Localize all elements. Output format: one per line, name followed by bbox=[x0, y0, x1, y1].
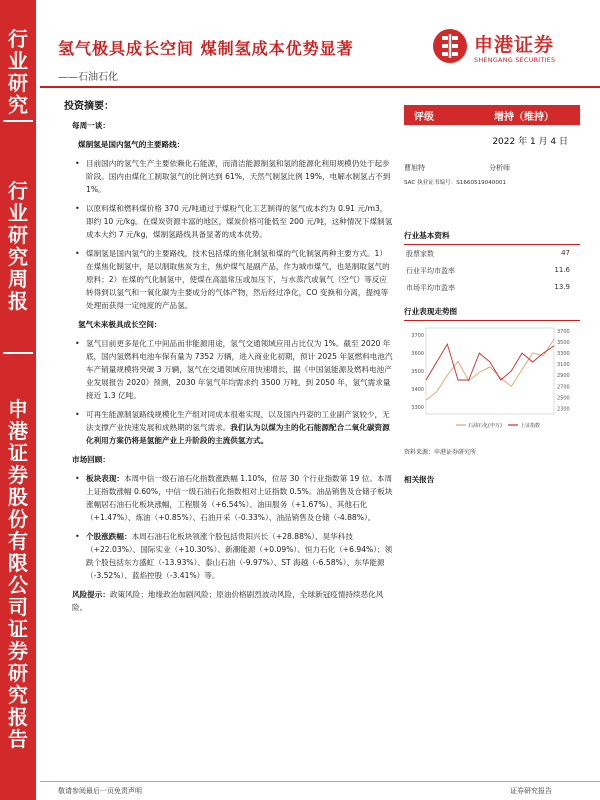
y-right-tick-label: 3500 bbox=[557, 339, 570, 346]
sidebar-char: 周 bbox=[8, 267, 28, 291]
sidebar-char: 究 bbox=[8, 245, 28, 269]
sidebar-char: 研 bbox=[8, 661, 28, 685]
list-item: • 煤制氢是国内氢气的主要路线，技术包括煤的焦化制氢和煤的气化制氢两种主要方式。1）在煤焦化制氢中，是以制取焦炭为主，焦炉煤气是副产品，作为城市煤气，也是制取氢气的原料；2）在煤的气化制氢中，使煤在高温常压或加压下，与水蒸汽或氧气（空气）等反应转得到以氢气和一氧化碳为主要成分的气体产物，然后经过净化，CO 变换和分离，提纯等处理而获得一定纯度的产品氢。 bbox=[58, 247, 394, 312]
header-divider bbox=[40, 86, 600, 88]
sidebar-char: 业 bbox=[8, 201, 28, 225]
sidebar-char: 公 bbox=[8, 573, 28, 597]
sidebar-char: 证 bbox=[8, 617, 28, 641]
section-title: 投资摘要： bbox=[64, 101, 114, 112]
info-table bbox=[404, 246, 570, 297]
list-item bbox=[58, 408, 394, 447]
sidebar-char: 报 bbox=[8, 705, 28, 729]
legend-label-0: 石油石化(申万) bbox=[468, 423, 502, 429]
bullet-text: 可再生能源制氢路线规模化生产组对同成本很难实现，以及国内丹姿的工业副产氢较少，无法支撑产业快速发展和成熟期的氢气需求。 bbox=[86, 410, 390, 432]
info-key: 行业平均市盈率 bbox=[406, 267, 455, 275]
y-right-tick-label: 2500 bbox=[557, 395, 570, 402]
sidebar-char: 券 bbox=[8, 639, 28, 663]
board-label: 板块表现： bbox=[86, 474, 124, 483]
chart-source: 资料来源：申港证券研究所 bbox=[404, 449, 477, 456]
table-row bbox=[404, 246, 570, 263]
risk-label: 风险提示： bbox=[72, 590, 110, 599]
logo-text-en: SHENGANG SECURITIES bbox=[474, 56, 556, 64]
y-right-tick-label: 2300 bbox=[557, 406, 570, 413]
industry-trend-chart bbox=[404, 322, 580, 432]
sidebar-char: 研 bbox=[8, 223, 28, 247]
logo-text-cn: 申港证券 bbox=[474, 34, 555, 56]
sidebar-char: 证 bbox=[8, 441, 28, 465]
sidebar-char: 业 bbox=[8, 49, 28, 73]
report-title: 氢气极具成长空间 煤制氢成本优势显著 bbox=[58, 39, 354, 58]
sidebar-char: 申 bbox=[8, 397, 28, 421]
list-item: • 目前国内的氢气生产主要依赖化石能源，而清洁能源制氢和氢的能源化利用规模仍处于起步阶段。国内由煤化工制取氢气的比例达到 61%，天然气制氢比例 19%，电解水制氢占不到 1%。 bbox=[58, 157, 394, 196]
sidebar-char: 究 bbox=[8, 93, 28, 117]
bullet-conclusion: 我们认为以煤为主的化石能源配合二氧化碳资源化利用方案仍将是氢能产业上升阶段的主流供氢方式。 bbox=[86, 423, 390, 445]
sidebar-char: 份 bbox=[8, 507, 28, 531]
table-row bbox=[404, 280, 570, 297]
sidebar-char: 研 bbox=[8, 71, 28, 95]
footer-label: 证券研究报告 bbox=[510, 787, 552, 795]
info-title: 行业基本资料 bbox=[404, 230, 580, 245]
sidebar-char: 港 bbox=[8, 419, 28, 443]
list-item bbox=[58, 472, 394, 524]
y-right-tick-label: 2700 bbox=[557, 384, 570, 391]
stock-text: 本周石油石化板块领涨个股包括贵阳兴长（+28.88%）、昊华科技（+22.03%）、国际实业（+10.30%）、新潮能源（+0.09%）、恒力石化（+6.94%）；领跌个股包括东方盛虹（-13.93%）、泰山石油（-9.97%）、ST 海越（-6.58%）、东华能源（-3.52%）、蓝焰控股（-3.41%）等。 bbox=[86, 532, 393, 580]
risk-note bbox=[72, 588, 394, 614]
report-date: 2022 年 1 月 4 日 bbox=[492, 137, 568, 147]
rating-label: 评级 bbox=[414, 112, 434, 123]
risk-text: 政策风险；地缘政治加剧风险；原油价格剧烈波动风险，全球新冠疫情持续恶化风险。 bbox=[72, 590, 384, 612]
sidebar-char: 司 bbox=[8, 595, 28, 619]
sac-number: SAC 执业证书编号：S1660519040001 bbox=[404, 180, 507, 186]
rating-bar bbox=[404, 105, 580, 125]
info-key: 股票家数 bbox=[406, 250, 434, 258]
legend-label-1: 上证指数 bbox=[520, 423, 541, 429]
sidebar-char: 究 bbox=[8, 683, 28, 707]
sidebar-char: 行 bbox=[8, 27, 28, 51]
footer-divider bbox=[40, 781, 600, 782]
info-value: 11.6 bbox=[554, 266, 570, 274]
topic-title: 煤制氢是国内氢气的主要路线： bbox=[78, 140, 185, 149]
plot-frame bbox=[426, 328, 554, 414]
y-right-tick-label: 3100 bbox=[557, 362, 570, 369]
left-sidebar bbox=[0, 0, 36, 800]
table-row bbox=[404, 263, 570, 280]
sidebar-char: 券 bbox=[8, 463, 28, 487]
trend-title: 行业表现走势图 bbox=[404, 306, 580, 321]
sidebar-char: 行 bbox=[8, 179, 28, 203]
y-left-tick-label: 3400 bbox=[411, 386, 424, 393]
y-left-tick-label: 3600 bbox=[411, 351, 424, 358]
sidebar-label-weekly bbox=[0, 180, 36, 312]
sidebar-char: 股 bbox=[8, 485, 28, 509]
related-reports-title: 相关报告 bbox=[404, 475, 435, 484]
series-line-1 bbox=[426, 344, 554, 380]
future-title: 氢气未来极具成长空间： bbox=[78, 320, 162, 329]
sidebar-char: 限 bbox=[8, 551, 28, 575]
sidebar-divider bbox=[3, 352, 33, 354]
sidebar-label-industry-research bbox=[0, 28, 36, 116]
footer-disclaimer: 敬请参阅最后一页免责声明 bbox=[58, 787, 142, 795]
analyst-name: 曹旭特 bbox=[404, 164, 425, 172]
sidebar-char: 报 bbox=[8, 289, 28, 313]
list-item: • 氢气目前更多是化工中间品而非能源用途，氢气交通领域应用占比仅为 1%。截至 2020 年底，国内氢燃料电池车保有量为 7352 万辆，进入商业化初期，预计 2025 年氢燃料电池汽车产销量规模将突破 3 万辆，氢气在交通领域应用快速增长，据《中国氢能源及燃料电池产业发展报告 2020》预测，2030 年氢气年均需求约 3500 万吨，到 2050 年，氢气需求量接近 1.3 亿吨。 bbox=[58, 337, 394, 402]
info-key: 市场平均市盈率 bbox=[406, 284, 455, 292]
report-subtitle: ——石油石化 bbox=[58, 72, 118, 83]
list-item: • 以原料煤和燃料煤价格 370 元/吨通过于煤粉气化工艺制得的氢气成本约为 0.91 元/m3，即约 10 元/kg。在煤炭资源丰富的地区，煤炭价格可能低至 200 元/吨，这种情况下煤制氢成本大约 7 元/kg，煤制氢路线具备显著的成本优势。 bbox=[58, 202, 394, 241]
info-value: 47 bbox=[561, 249, 570, 257]
logo-mark-icon bbox=[432, 28, 468, 64]
stock-label: 个股涨跌幅： bbox=[86, 532, 132, 541]
sidebar-char: 告 bbox=[8, 727, 28, 751]
sidebar-label-company bbox=[0, 398, 36, 750]
weekly-title: 每周一谈： bbox=[72, 121, 110, 130]
info-value: 13.9 bbox=[554, 283, 570, 291]
list-item bbox=[58, 530, 394, 582]
y-right-tick-label: 2900 bbox=[557, 373, 570, 380]
board-text: 本周中信一级石油石化指数涨跌幅 1.10%，位居 30 个行业指数第 19 位。本周上证指数涨幅 0.60%，中信一级石油石化指数相对上证指数 0.5%。油品销售及仓储子板块涨幅居石油石化板块涨幅，工程服务（+6.54%）、油田服务（+1.67%）、其他石化（+1.47%）、炼油（+0.85%）、石油开采（-0.33%）、油品销售及仓储（-4.88%）。 bbox=[86, 474, 393, 522]
y-left-tick-label: 3700 bbox=[411, 333, 424, 340]
y-right-tick-label: 3300 bbox=[557, 350, 570, 357]
sidebar-divider bbox=[3, 120, 33, 122]
sidebar-char: 有 bbox=[8, 529, 28, 553]
analyst-role: 分析师 bbox=[489, 164, 510, 172]
company-logo bbox=[432, 26, 592, 70]
rating-value: 增持（维持） bbox=[494, 112, 554, 123]
market-title: 市场回顾： bbox=[72, 455, 110, 464]
y-left-tick-label: 3500 bbox=[411, 369, 424, 375]
summary-column bbox=[58, 100, 394, 614]
y-right-tick-label: 3700 bbox=[557, 328, 570, 335]
y-left-tick-label: 3300 bbox=[411, 404, 424, 411]
